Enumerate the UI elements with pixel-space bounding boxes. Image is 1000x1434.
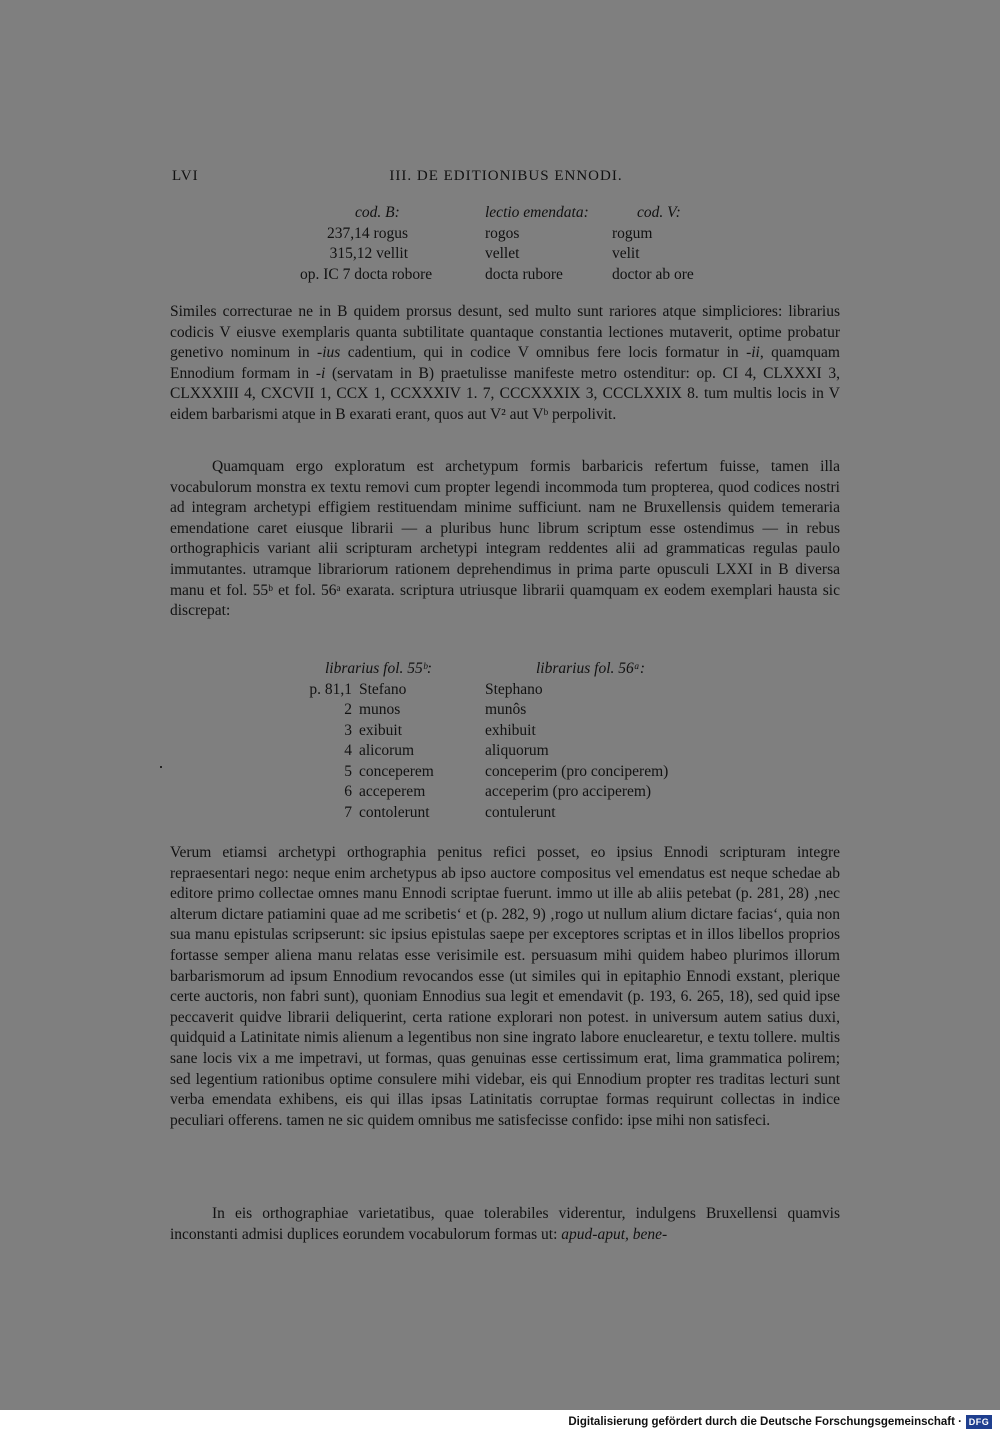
table-cell: doctor ab ore bbox=[612, 265, 694, 283]
paragraph bbox=[170, 302, 840, 426]
table-cell: rogos bbox=[485, 224, 520, 242]
paragraph-text: (servatam in B) praetulisse manifeste metro ostenditur: op. CI 4, CLXXXI 3, CLXXXIII 4, CXCVII 1, CCX 1, CCXXXIV 1. 7, CCCXXXIX 3, CCCLXXIX 8. tum multis locis in V eidem barbarismi atque in B exarati erant, quos aut V² aut Vᵇ perpolivit. bbox=[170, 364, 841, 423]
italic-term: -i bbox=[315, 364, 326, 382]
paragraph-text: Similes correcturae ne in B quidem prorsus desunt, sed multo sunt rariores atque simpliciores: librarius codicis V eiusve exemplaris quanta subtilitate quantaque constantia lectiones mutaverit, optime probatur genetivo nominum in bbox=[170, 303, 840, 362]
running-title: III. DE EDITIONIBUS ENNODI. bbox=[389, 168, 623, 184]
paragraph-text: In eis orthographiae varietatibus, quae tolerabiles viderentur, indulgens Bruxellensi quamvis inconstanti admisi duplices eorundem vocabulorum formas ut: bbox=[170, 1205, 840, 1243]
line-reference: 2 bbox=[344, 701, 352, 718]
table-cell: rogum bbox=[612, 224, 653, 242]
table-cell: Stephano bbox=[485, 680, 543, 698]
line-reference: 7 bbox=[344, 803, 352, 821]
column-header: cod. V: bbox=[637, 204, 681, 221]
table-cell: 237,14 rogus bbox=[327, 224, 408, 242]
table-cell: aliquorum bbox=[485, 742, 549, 759]
table-cell: acceperim (pro acciperem) bbox=[485, 783, 652, 800]
column-header: librarius fol. 55ᵇ: bbox=[325, 660, 433, 677]
line-reference: p. 81,1 bbox=[309, 680, 352, 698]
table-cell: munôs bbox=[485, 701, 527, 718]
paragraph: Verum etiamsi archetypi orthographia penitus refici posset, eo ipsius Ennodi scripturam integre repraesentari nego: neque enim archetypus ab ipso auctore compositus vel emendatus est neque schedae ab editore primo collectae omnes manu Ennodi scriptae fuerunt. immo ut ille ab aliis petebat (p. 281, 28) ‚nec alterum dictare patiamini quae ad me scribetis‘ et (p. 282, 9) ‚rogo ut nullum alium dictare facias‘, quia non sua manu epistulas scripserunt: sic ipsius epistulas saepe per exceptores scriptas et in illos libellos proprios fortasse semper aliena manu relatas esse verisimile est. persuasum mihi quidem habeo plurimos illorum barbarismorum ad ipsum Ennodium revocandos esse (ut similes qui in epitaphio Ennodi exstant, plerique certe auctoris, non fabri sunt), quoniam Ennodius sua legit et emendavit (p. 193, 6. 265, 18), sed quid ipse peccaverit quidve librarii deliquerint, certa ratione explorari non potest. in universum autem satius duxi, quidquid a Latinitate nimis alienum a legentibus non sine ingrato labore enuclearetur, e textu tollere. multis sane locis vix a me impetravi, ut formas, quas genuinas esse certissimum erat, lima grammatica polirem; sed legentium rationibus optime consulere mihi videbar, eis qui Ennodium propter res traditas lecturi sunt verba emendata exhibens, eis qui illas ipsas Latinitatis corruptae formas requirunt collectas in indice peculiari offerens. tamen ne sic quidem omnibus me satisfecisse confido: ipse mihi non satisfeci. bbox=[170, 844, 840, 1129]
italic-term: apud-aput, bene- bbox=[561, 1225, 668, 1243]
paragraph bbox=[170, 1204, 840, 1245]
column-header: cod. B: bbox=[355, 204, 400, 221]
funding-footer bbox=[0, 1410, 1000, 1434]
table-cell: 315,12 vellit bbox=[329, 245, 408, 262]
line-reference: 5 bbox=[344, 762, 352, 780]
table-cell: exhibuit bbox=[485, 721, 536, 739]
column-header: lectio emendata: bbox=[485, 204, 589, 221]
paragraph: Quamquam ergo exploratum est archetypum formis barbaricis refertum fuisse, tamen illa vocabulorum monstra ex textu removi cum propter legendi incommoda tum propterea, quod codices nostri ad integram archetypi effigiem restituendam minime sufficiunt. nam ne Bruxellensis quidem temeraria emendatione caret eiusque librarii — a pluribus hunc librum scriptum esse ostendimus — in rebus orthographicis variant alii scripturam archetypi integram reddentes alii ad grammaticas regulas paulo immutantes. utramque librariorum rationem deprehendimus in prima parte opusculi LXXI in B diversa manu et fol. 55ᵇ et fol. 56ᵃ exarata. scriptura utriusque librarii quamquam ex eodem exemplari hausta sic discrepat: bbox=[170, 458, 840, 620]
table-cell: op. IC 7 docta robore bbox=[300, 265, 433, 283]
table-cell: conceperem bbox=[359, 762, 434, 780]
funding-credit: Digitalisierung gefördert durch die Deutsche Forschungsgemeinschaft · bbox=[568, 1416, 962, 1428]
table-cell: docta rubore bbox=[485, 265, 563, 283]
margin-speck bbox=[160, 766, 162, 768]
table-cell: conceperim (pro conciperem) bbox=[485, 762, 669, 780]
table-cell: acceperem bbox=[359, 783, 426, 800]
paragraph-text: cadentium, qui in codice V omnibus fere locis formatur in bbox=[340, 344, 747, 362]
table-cell: alicorum bbox=[359, 742, 415, 759]
table-cell: Stefano bbox=[359, 680, 407, 698]
table-cell: velit bbox=[612, 245, 640, 262]
italic-term: -ii bbox=[746, 344, 760, 362]
table-cell: exibuit bbox=[359, 721, 403, 739]
page-number: LVI bbox=[172, 168, 199, 184]
table-cell: vellet bbox=[485, 245, 520, 262]
dfg-logo-icon: DFG bbox=[966, 1415, 992, 1429]
table-cell: contulerunt bbox=[485, 803, 556, 821]
italic-term: -ius bbox=[317, 344, 341, 362]
table-cell: munos bbox=[359, 701, 401, 718]
line-reference: 6 bbox=[344, 783, 352, 800]
paragraph-text: , quamquam Ennodium formam in bbox=[170, 344, 840, 382]
line-reference: 4 bbox=[344, 742, 352, 759]
column-header: librarius fol. 56ᵃ: bbox=[536, 660, 646, 677]
line-reference: 3 bbox=[344, 721, 352, 739]
table-cell: contolerunt bbox=[359, 803, 430, 821]
